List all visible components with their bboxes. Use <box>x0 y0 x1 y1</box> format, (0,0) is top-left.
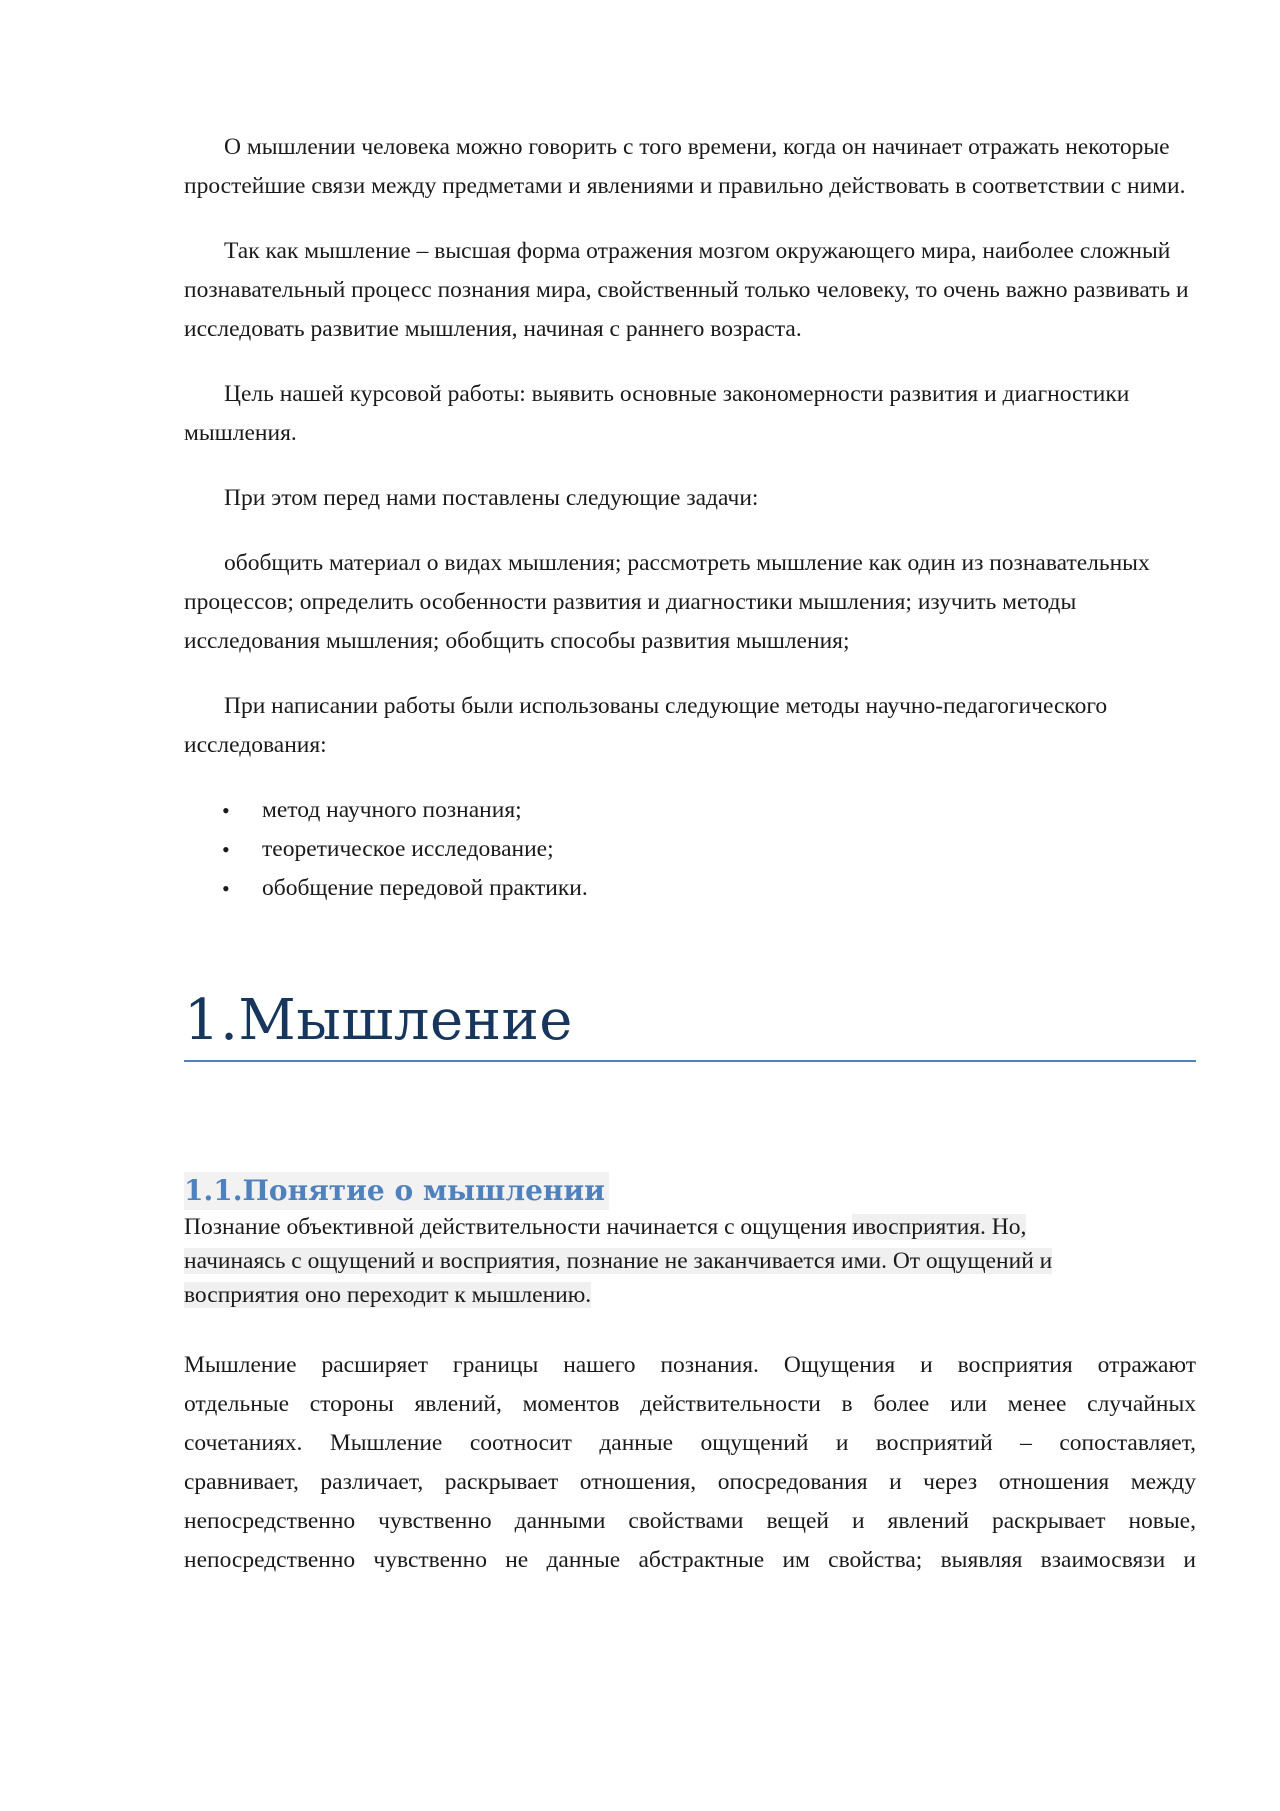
shaded-paragraph <box>184 1210 1196 1312</box>
text-line: непосредственно чувственно не данные абстрактные им свойства; выявляя взаимосвязи и <box>184 1547 1196 1573</box>
text-line: непосредственно чувственно данными свойствами вещей и явлений раскрывает новые, <box>184 1508 1196 1534</box>
document-page <box>184 128 1196 1580</box>
bullet-icon: • <box>222 876 230 901</box>
body-paragraph <box>184 1346 1196 1580</box>
subsection-heading: 1.1.Понятие о мышлении <box>184 1172 609 1210</box>
highlighted-text: восприятия оно переходит к мышлению. <box>184 1282 592 1308</box>
intro-paragraph: О мышлении человека можно говорить с того времени, когда он начинает отражать некоторые простейшие связи между предметами и явлениями и правильно действовать в соответствии с ними. <box>184 134 1186 199</box>
bullet-icon: • <box>222 837 230 862</box>
text-line: Познание объективной действительности начинается с ощущения <box>184 1214 853 1240</box>
section-heading: 1.Мышление <box>184 988 573 1053</box>
bullet-icon: • <box>222 798 230 823</box>
intro-paragraph: Так как мышление – высшая форма отражения мозгом окружающего мира, наиболее сложный познавательный процесс познания мира, свойственный только человеку, то очень важно развивать и исследовать развитие мышления, начиная с раннего возраста. <box>184 238 1189 342</box>
methods-list <box>184 791 1196 908</box>
text-line: отдельные стороны явлений, моментов действительности в более или менее случайных <box>184 1391 1196 1417</box>
list-item-text: обобщение передовой практики. <box>262 875 588 901</box>
list-item <box>184 869 1196 908</box>
methods-intro-paragraph: При написании работы были использованы следующие методы научно-педагогического исследования: <box>184 693 1108 758</box>
list-item-text: теоретическое исследование; <box>262 836 554 862</box>
tasks-intro-paragraph: При этом перед нами поставлены следующие задачи: <box>224 485 759 511</box>
text-line: Мышление расширяет границы нашего познания. Ощущения и восприятия отражают <box>184 1352 1196 1378</box>
highlighted-text: начинаясь с ощущений и восприятия, познание не заканчивается ими. От ощущений и <box>184 1248 1053 1274</box>
section-heading-container <box>184 986 1196 1062</box>
goal-paragraph: Цель нашей курсовой работы: выявить основные закономерности развития и диагностики мышления. <box>184 381 1130 446</box>
list-item-text: метод научного познания; <box>262 797 522 823</box>
text-line: сравнивает, различает, раскрывает отношения, опосредования и через отношения между <box>184 1469 1196 1495</box>
list-item <box>184 791 1196 830</box>
highlighted-text: ивосприятия. Но, <box>852 1214 1027 1240</box>
list-item <box>184 830 1196 869</box>
text-line: сочетаниях. Мышление соотносит данные ощущений и восприятий – сопоставляет, <box>184 1430 1196 1456</box>
tasks-paragraph: обобщить материал о видах мышления; рассмотреть мышление как один из познавательных процессов; определить особенности развития и диагностики мышления; изучить методы исследования мышления; обобщить способы развития мышления; <box>184 550 1150 654</box>
